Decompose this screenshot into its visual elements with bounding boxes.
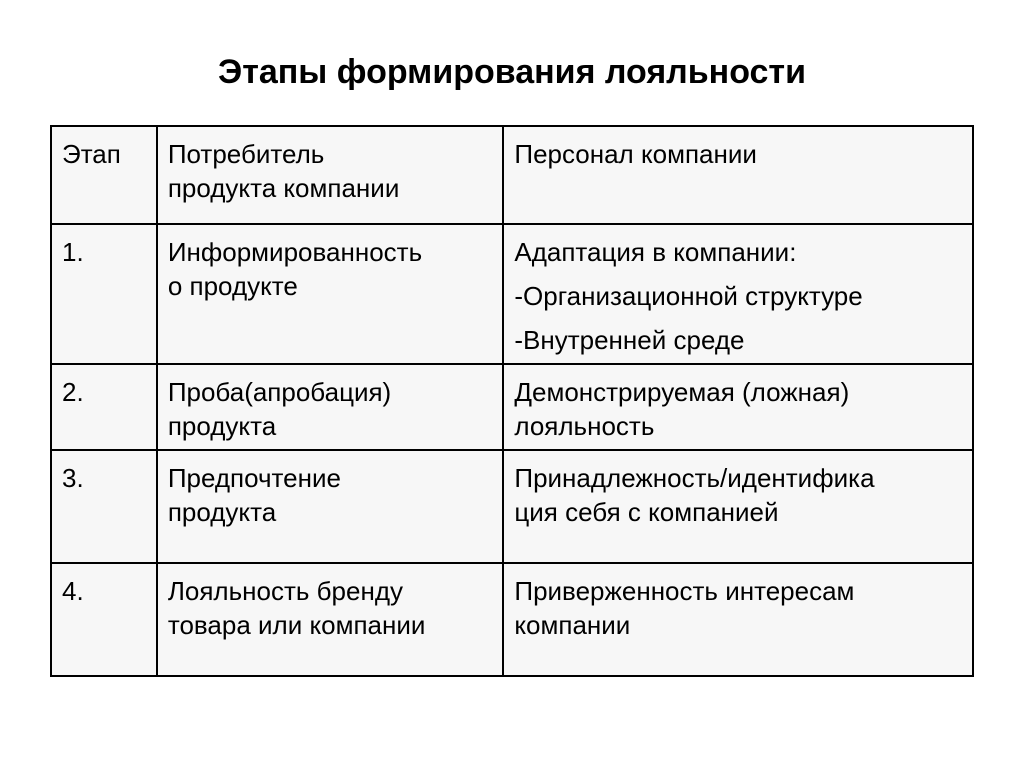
consumer-line-1: Проба(апробация) xyxy=(167,377,392,407)
consumer-line-1: Информированность xyxy=(167,237,423,267)
consumer-cell xyxy=(157,224,504,364)
header-consumer-line-2: продукта компании xyxy=(167,173,400,203)
table-header-row xyxy=(51,126,973,224)
staff-line-2: -Организационной структуре xyxy=(514,281,863,311)
consumer-line-1: Лояльность бренду xyxy=(167,576,403,606)
consumer-line-2: продукта xyxy=(167,497,277,527)
staff-line-1: Приверженность интересам xyxy=(514,576,855,606)
header-staff xyxy=(503,126,973,224)
consumer-cell xyxy=(157,450,504,563)
page-title: Этапы формирования лояльности xyxy=(218,53,806,91)
staff-cell xyxy=(503,563,973,676)
stage-cell xyxy=(51,450,157,563)
table-row xyxy=(51,563,973,676)
loyalty-stages-table xyxy=(50,125,974,677)
stage-number: 1. xyxy=(62,237,84,267)
stage-number: 2. xyxy=(62,377,84,407)
header-consumer-line-1: Потребитель xyxy=(167,139,325,169)
consumer-line-2: о продукте xyxy=(167,271,298,301)
staff-line-2: компании xyxy=(514,610,631,640)
staff-line-2: лояльность xyxy=(514,411,655,441)
staff-line-2: ция себя с компанией xyxy=(514,497,779,527)
consumer-line-1: Предпочтение xyxy=(167,463,341,493)
staff-cell xyxy=(503,224,973,364)
header-stage xyxy=(51,126,157,224)
consumer-cell xyxy=(157,364,504,450)
header-staff-text: Персонал компании xyxy=(514,139,757,169)
consumer-line-2: продукта xyxy=(167,411,277,441)
staff-cell xyxy=(503,450,973,563)
table-row xyxy=(51,450,973,563)
consumer-line-2: товара или компании xyxy=(167,610,426,640)
staff-line-1: Демонстрируемая (ложная) xyxy=(514,377,850,407)
header-consumer xyxy=(157,126,504,224)
stage-cell xyxy=(51,563,157,676)
stage-cell xyxy=(51,224,157,364)
staff-cell xyxy=(503,364,973,450)
stage-cell xyxy=(51,364,157,450)
stage-number: 4. xyxy=(62,576,84,606)
table-row xyxy=(51,224,973,364)
header-stage-text: Этап xyxy=(62,139,121,169)
staff-line-1: Принадлежность/идентифика xyxy=(514,463,875,493)
table-row xyxy=(51,364,973,450)
staff-line-1: Адаптация в компании: xyxy=(514,237,797,267)
staff-line-3: -Внутренней среде xyxy=(514,325,745,355)
consumer-cell xyxy=(157,563,504,676)
stage-number: 3. xyxy=(62,463,84,493)
